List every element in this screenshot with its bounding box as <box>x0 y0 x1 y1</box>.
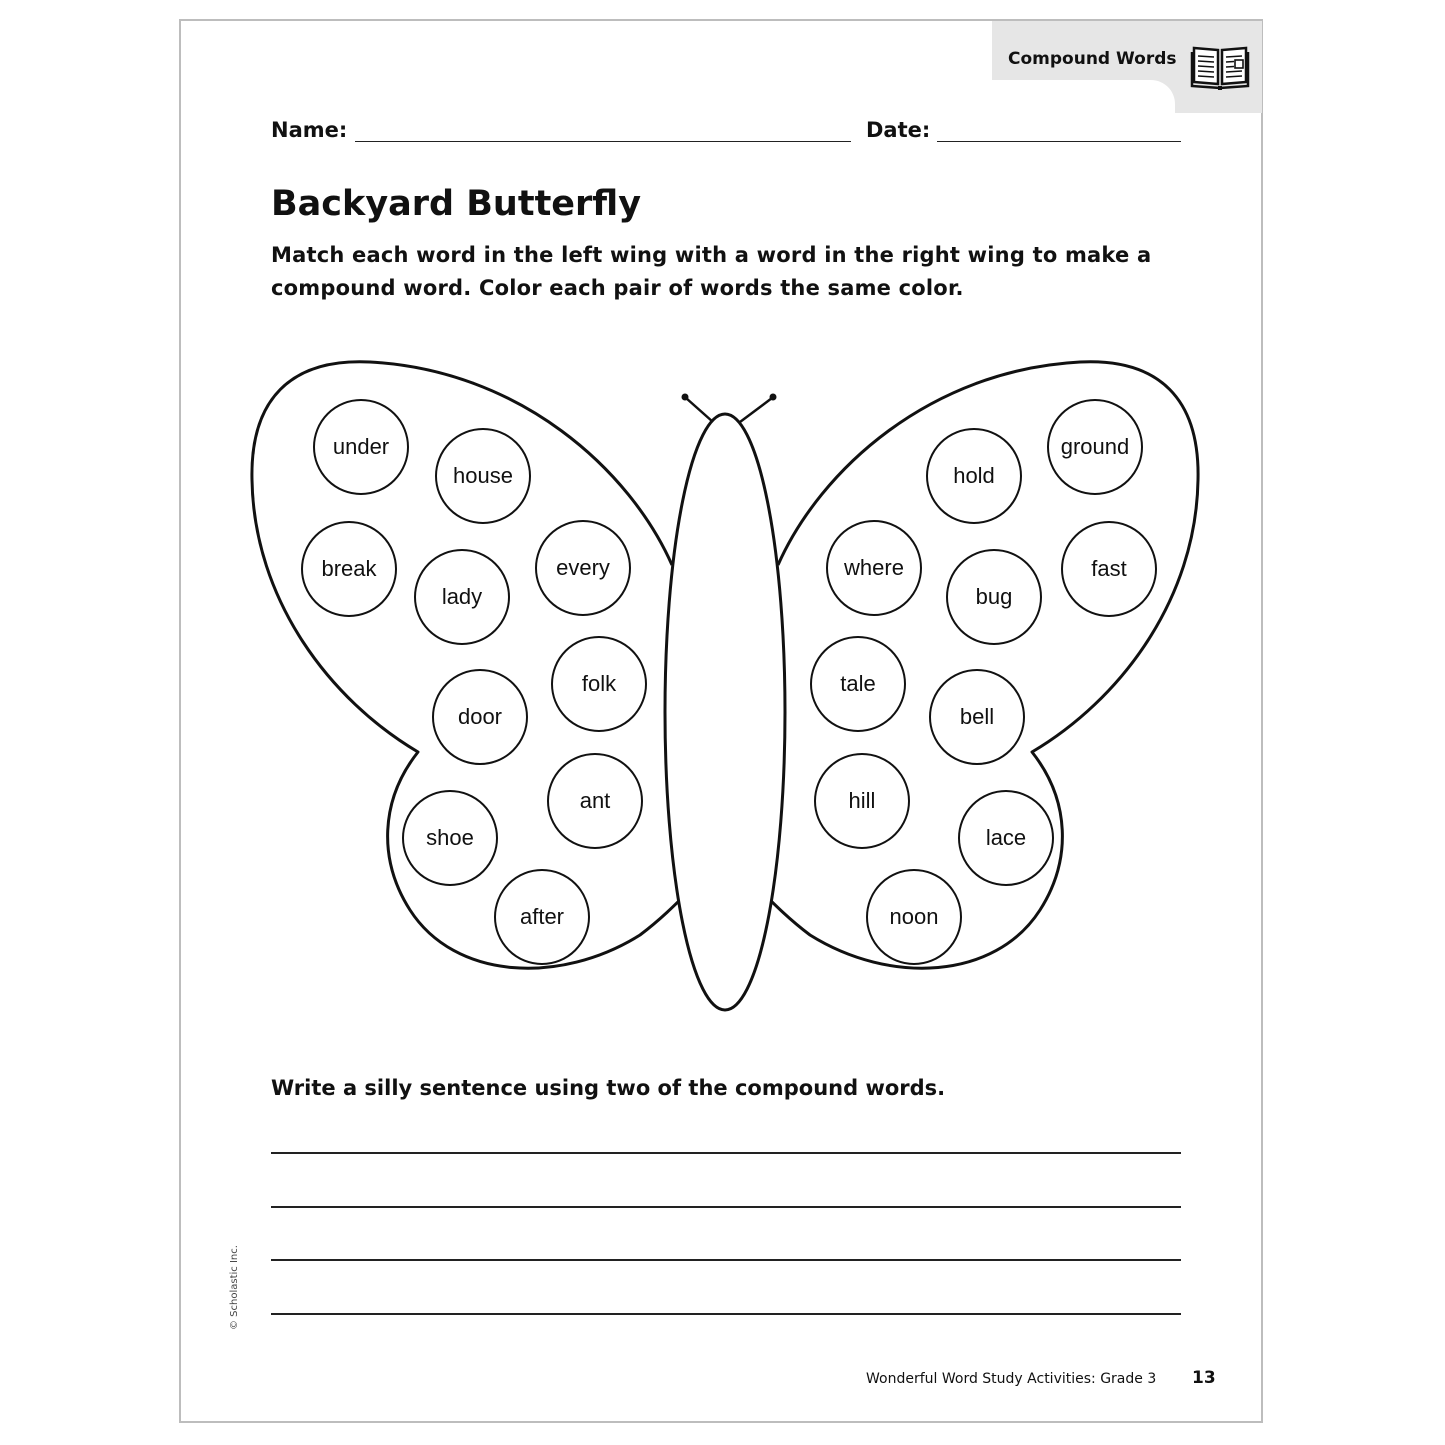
book-title: Wonderful Word Study Activities: Grade 3 <box>866 1371 1157 1387</box>
writing-line[interactable] <box>271 1259 1181 1261</box>
right-word-bubble[interactable]: hold <box>926 428 1022 524</box>
book-icon <box>1190 42 1250 90</box>
right-word-bubble[interactable]: fast <box>1061 521 1157 617</box>
left-word-bubble[interactable]: under <box>313 399 409 495</box>
right-word-bubble[interactable]: lace <box>958 790 1054 886</box>
right-word-bubble[interactable]: ground <box>1047 399 1143 495</box>
date-field[interactable] <box>937 141 1181 142</box>
left-word-bubble[interactable]: shoe <box>402 790 498 886</box>
name-field[interactable] <box>355 141 851 142</box>
right-antenna <box>740 398 772 422</box>
writing-line[interactable] <box>271 1206 1181 1208</box>
date-label: Date: <box>866 118 931 142</box>
left-word-bubble[interactable]: lady <box>414 549 510 645</box>
right-word-bubble[interactable]: hill <box>814 753 910 849</box>
writing-line[interactable] <box>271 1152 1181 1154</box>
page-number: 13 <box>1192 1368 1216 1388</box>
left-word-bubble[interactable]: folk <box>551 636 647 732</box>
name-label: Name: <box>271 118 348 142</box>
left-word-bubble[interactable]: door <box>432 669 528 765</box>
topic-label: Compound Words <box>1008 49 1177 69</box>
writing-line[interactable] <box>271 1313 1181 1315</box>
left-word-bubble[interactable]: house <box>435 428 531 524</box>
left-word-bubble[interactable]: ant <box>547 753 643 849</box>
activity-title: Backyard Butterfly <box>271 184 642 224</box>
activity-instructions: Match each word in the left wing with a word in the right wing to make a compound word. Color each pair of words the same color. <box>271 243 1152 300</box>
left-word-bubble[interactable]: break <box>301 521 397 617</box>
right-word-bubble[interactable]: where <box>826 520 922 616</box>
left-antenna <box>686 398 713 422</box>
butterfly-body <box>665 414 785 1010</box>
right-word-bubble[interactable]: bug <box>946 549 1042 645</box>
writing-prompt: Write a silly sentence using two of the compound words. <box>271 1076 946 1100</box>
right-word-bubble[interactable]: bell <box>929 669 1025 765</box>
right-word-bubble[interactable]: noon <box>866 869 962 965</box>
right-word-bubble[interactable]: tale <box>810 636 906 732</box>
left-word-bubble[interactable]: every <box>535 520 631 616</box>
copyright-notice: © Scholastic Inc. <box>229 1245 240 1330</box>
topic-tab-cutout <box>992 80 1175 114</box>
left-word-bubble[interactable]: after <box>494 869 590 965</box>
